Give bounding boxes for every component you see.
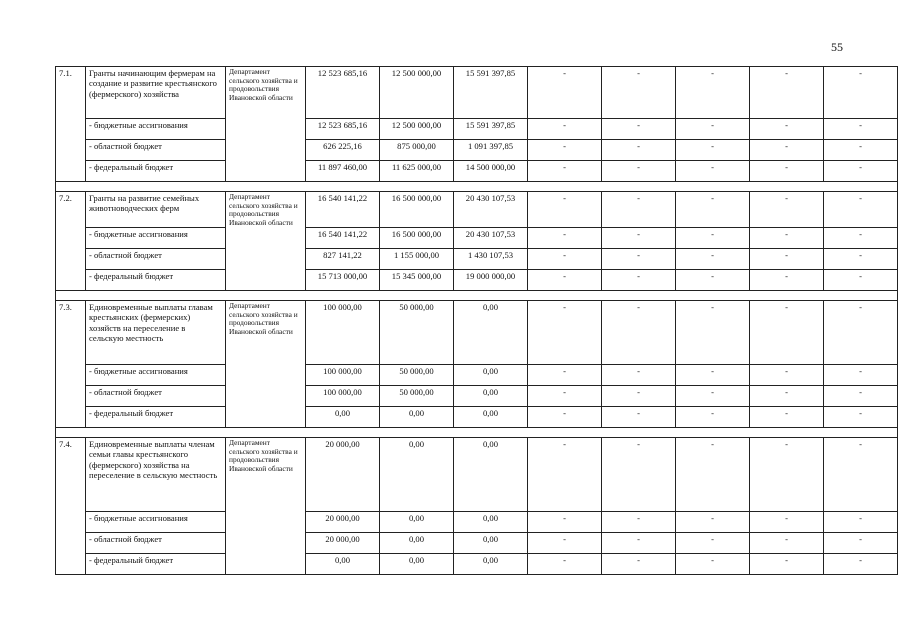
dash-cell: - bbox=[676, 67, 750, 119]
dash-cell: - bbox=[528, 228, 602, 249]
spacer-cell bbox=[86, 428, 226, 438]
item-title: Гранты начинающим фермерам на создание и развитие крестьянского (фермерского) хозяйства bbox=[86, 67, 226, 119]
amount-cell: 15 591 397,85 bbox=[454, 67, 528, 119]
dash-cell: - bbox=[528, 140, 602, 161]
item-number: 7.2. bbox=[56, 192, 86, 291]
spacer-cell bbox=[306, 291, 380, 301]
dash-cell: - bbox=[676, 140, 750, 161]
spacer-cell bbox=[454, 291, 528, 301]
dash-cell: - bbox=[676, 554, 750, 575]
table-row bbox=[56, 438, 898, 512]
dash-cell: - bbox=[602, 67, 676, 119]
amount-cell: 20 000,00 bbox=[306, 512, 380, 533]
amount-cell: 0,00 bbox=[454, 438, 528, 512]
amount-cell: 0,00 bbox=[380, 407, 454, 428]
row-spacer bbox=[56, 182, 898, 192]
table-subrow bbox=[56, 249, 898, 270]
amount-cell: 1 430 107,53 bbox=[454, 249, 528, 270]
funding-source-label: - бюджетные ассигнования bbox=[86, 228, 226, 249]
spacer-cell bbox=[454, 428, 528, 438]
amount-cell: 0,00 bbox=[454, 554, 528, 575]
budget-table bbox=[55, 66, 898, 575]
spacer-cell bbox=[226, 428, 306, 438]
amount-cell: 20 000,00 bbox=[306, 533, 380, 554]
dash-cell: - bbox=[602, 249, 676, 270]
amount-cell: 0,00 bbox=[380, 533, 454, 554]
funding-source-label: - федеральный бюджет bbox=[86, 161, 226, 182]
dash-cell: - bbox=[824, 119, 898, 140]
funding-source-label: - областной бюджет bbox=[86, 249, 226, 270]
amount-cell: 12 500 000,00 bbox=[380, 67, 454, 119]
spacer-cell bbox=[602, 291, 676, 301]
spacer-cell bbox=[602, 428, 676, 438]
spacer-cell bbox=[750, 428, 824, 438]
dash-cell: - bbox=[528, 554, 602, 575]
dash-cell: - bbox=[750, 228, 824, 249]
row-spacer bbox=[56, 428, 898, 438]
amount-cell: 0,00 bbox=[454, 386, 528, 407]
dash-cell: - bbox=[824, 270, 898, 291]
amount-cell: 0,00 bbox=[454, 512, 528, 533]
dash-cell: - bbox=[528, 365, 602, 386]
dash-cell: - bbox=[824, 554, 898, 575]
dash-cell: - bbox=[676, 161, 750, 182]
dash-cell: - bbox=[602, 140, 676, 161]
spacer-cell bbox=[454, 182, 528, 192]
dash-cell: - bbox=[750, 119, 824, 140]
item-department: Департамент сельского хозяйства и продовольствия Ивановской области bbox=[226, 301, 306, 428]
amount-cell: 0,00 bbox=[454, 365, 528, 386]
funding-source-label: - федеральный бюджет bbox=[86, 554, 226, 575]
table-subrow bbox=[56, 140, 898, 161]
dash-cell: - bbox=[824, 67, 898, 119]
dash-cell: - bbox=[750, 161, 824, 182]
dash-cell: - bbox=[824, 533, 898, 554]
dash-cell: - bbox=[824, 249, 898, 270]
item-number: 7.3. bbox=[56, 301, 86, 428]
amount-cell: 0,00 bbox=[454, 301, 528, 365]
amount-cell: 875 000,00 bbox=[380, 140, 454, 161]
table-subrow bbox=[56, 512, 898, 533]
spacer-cell bbox=[528, 182, 602, 192]
table-subrow bbox=[56, 270, 898, 291]
dash-cell: - bbox=[602, 407, 676, 428]
dash-cell: - bbox=[602, 438, 676, 512]
amount-cell: 50 000,00 bbox=[380, 386, 454, 407]
amount-cell: 20 430 107,53 bbox=[454, 192, 528, 228]
funding-source-label: - федеральный бюджет bbox=[86, 270, 226, 291]
funding-source-label: - областной бюджет bbox=[86, 533, 226, 554]
dash-cell: - bbox=[676, 438, 750, 512]
spacer-cell bbox=[380, 428, 454, 438]
item-department: Департамент сельского хозяйства и продовольствия Ивановской области bbox=[226, 67, 306, 182]
dash-cell: - bbox=[824, 301, 898, 365]
table-subrow bbox=[56, 365, 898, 386]
dash-cell: - bbox=[676, 301, 750, 365]
amount-cell: 0,00 bbox=[306, 554, 380, 575]
dash-cell: - bbox=[750, 554, 824, 575]
dash-cell: - bbox=[676, 512, 750, 533]
spacer-cell bbox=[56, 291, 86, 301]
spacer-cell bbox=[824, 291, 898, 301]
funding-source-label: - областной бюджет bbox=[86, 386, 226, 407]
amount-cell: 1 091 397,85 bbox=[454, 140, 528, 161]
table-row bbox=[56, 301, 898, 365]
amount-cell: 20 430 107,53 bbox=[454, 228, 528, 249]
amount-cell: 15 713 000,00 bbox=[306, 270, 380, 291]
amount-cell: 0,00 bbox=[380, 512, 454, 533]
table-row bbox=[56, 192, 898, 228]
spacer-cell bbox=[306, 182, 380, 192]
dash-cell: - bbox=[824, 140, 898, 161]
amount-cell: 100 000,00 bbox=[306, 386, 380, 407]
dash-cell: - bbox=[528, 161, 602, 182]
amount-cell: 12 523 685,16 bbox=[306, 119, 380, 140]
dash-cell: - bbox=[528, 119, 602, 140]
funding-source-label: - бюджетные ассигнования bbox=[86, 512, 226, 533]
dash-cell: - bbox=[676, 228, 750, 249]
dash-cell: - bbox=[750, 249, 824, 270]
amount-cell: 0,00 bbox=[454, 407, 528, 428]
spacer-cell bbox=[824, 182, 898, 192]
spacer-cell bbox=[750, 291, 824, 301]
table-subrow bbox=[56, 386, 898, 407]
dash-cell: - bbox=[528, 192, 602, 228]
amount-cell: 12 500 000,00 bbox=[380, 119, 454, 140]
item-title: Единовременные выплаты главам крестьянских (фермерских) хозяйств на переселение в сельскую местность bbox=[86, 301, 226, 365]
dash-cell: - bbox=[528, 67, 602, 119]
dash-cell: - bbox=[750, 512, 824, 533]
amount-cell: 100 000,00 bbox=[306, 365, 380, 386]
table-subrow bbox=[56, 119, 898, 140]
table-subrow bbox=[56, 161, 898, 182]
dash-cell: - bbox=[528, 301, 602, 365]
dash-cell: - bbox=[676, 365, 750, 386]
spacer-cell bbox=[380, 291, 454, 301]
spacer-cell bbox=[528, 428, 602, 438]
spacer-cell bbox=[676, 182, 750, 192]
dash-cell: - bbox=[602, 301, 676, 365]
amount-cell: 20 000,00 bbox=[306, 438, 380, 512]
item-department: Департамент сельского хозяйства и продовольствия Ивановской области bbox=[226, 192, 306, 291]
dash-cell: - bbox=[528, 533, 602, 554]
dash-cell: - bbox=[602, 119, 676, 140]
funding-source-label: - бюджетные ассигнования bbox=[86, 365, 226, 386]
amount-cell: 50 000,00 bbox=[380, 301, 454, 365]
dash-cell: - bbox=[602, 192, 676, 228]
amount-cell: 100 000,00 bbox=[306, 301, 380, 365]
amount-cell: 0,00 bbox=[380, 438, 454, 512]
spacer-cell bbox=[86, 291, 226, 301]
item-title: Гранты на развитие семейных животноводческих ферм bbox=[86, 192, 226, 228]
amount-cell: 15 345 000,00 bbox=[380, 270, 454, 291]
amount-cell: 827 141,22 bbox=[306, 249, 380, 270]
dash-cell: - bbox=[824, 161, 898, 182]
dash-cell: - bbox=[824, 438, 898, 512]
dash-cell: - bbox=[528, 386, 602, 407]
spacer-cell bbox=[528, 291, 602, 301]
dash-cell: - bbox=[824, 386, 898, 407]
dash-cell: - bbox=[602, 365, 676, 386]
dash-cell: - bbox=[528, 249, 602, 270]
amount-cell: 14 500 000,00 bbox=[454, 161, 528, 182]
dash-cell: - bbox=[750, 533, 824, 554]
spacer-cell bbox=[86, 182, 226, 192]
amount-cell: 16 500 000,00 bbox=[380, 228, 454, 249]
table-subrow bbox=[56, 228, 898, 249]
dash-cell: - bbox=[528, 407, 602, 428]
dash-cell: - bbox=[602, 270, 676, 291]
funding-source-label: - федеральный бюджет bbox=[86, 407, 226, 428]
amount-cell: 0,00 bbox=[454, 533, 528, 554]
amount-cell: 12 523 685,16 bbox=[306, 67, 380, 119]
amount-cell: 11 897 460,00 bbox=[306, 161, 380, 182]
table-subrow bbox=[56, 407, 898, 428]
item-department: Департамент сельского хозяйства и продовольствия Ивановской области bbox=[226, 438, 306, 575]
dash-cell: - bbox=[750, 386, 824, 407]
dash-cell: - bbox=[750, 407, 824, 428]
spacer-cell bbox=[306, 428, 380, 438]
amount-cell: 19 000 000,00 bbox=[454, 270, 528, 291]
table-row bbox=[56, 67, 898, 119]
dash-cell: - bbox=[824, 365, 898, 386]
amount-cell: 626 225,16 bbox=[306, 140, 380, 161]
dash-cell: - bbox=[602, 554, 676, 575]
spacer-cell bbox=[676, 428, 750, 438]
spacer-cell bbox=[750, 182, 824, 192]
dash-cell: - bbox=[528, 270, 602, 291]
spacer-cell bbox=[226, 182, 306, 192]
dash-cell: - bbox=[602, 533, 676, 554]
dash-cell: - bbox=[750, 140, 824, 161]
dash-cell: - bbox=[676, 192, 750, 228]
dash-cell: - bbox=[528, 438, 602, 512]
amount-cell: 16 540 141,22 bbox=[306, 192, 380, 228]
spacer-cell bbox=[56, 428, 86, 438]
dash-cell: - bbox=[824, 228, 898, 249]
spacer-cell bbox=[676, 291, 750, 301]
dash-cell: - bbox=[602, 161, 676, 182]
table-subrow bbox=[56, 554, 898, 575]
item-number: 7.1. bbox=[56, 67, 86, 182]
dash-cell: - bbox=[750, 301, 824, 365]
dash-cell: - bbox=[602, 512, 676, 533]
spacer-cell bbox=[56, 182, 86, 192]
dash-cell: - bbox=[824, 192, 898, 228]
dash-cell: - bbox=[750, 438, 824, 512]
funding-source-label: - бюджетные ассигнования bbox=[86, 119, 226, 140]
spacer-cell bbox=[226, 291, 306, 301]
spacer-cell bbox=[380, 182, 454, 192]
spacer-cell bbox=[602, 182, 676, 192]
dash-cell: - bbox=[824, 407, 898, 428]
dash-cell: - bbox=[602, 228, 676, 249]
dash-cell: - bbox=[750, 192, 824, 228]
dash-cell: - bbox=[676, 270, 750, 291]
amount-cell: 50 000,00 bbox=[380, 365, 454, 386]
dash-cell: - bbox=[676, 407, 750, 428]
row-spacer bbox=[56, 291, 898, 301]
dash-cell: - bbox=[676, 249, 750, 270]
dash-cell: - bbox=[676, 119, 750, 140]
page-number: 55 bbox=[831, 40, 843, 54]
amount-cell: 16 500 000,00 bbox=[380, 192, 454, 228]
dash-cell: - bbox=[824, 512, 898, 533]
amount-cell: 0,00 bbox=[380, 554, 454, 575]
dash-cell: - bbox=[676, 386, 750, 407]
spacer-cell bbox=[824, 428, 898, 438]
item-title: Единовременные выплаты членам семьи главы крестьянского (фермерского) хозяйства на переселение в сельскую местность bbox=[86, 438, 226, 512]
dash-cell: - bbox=[750, 270, 824, 291]
dash-cell: - bbox=[602, 386, 676, 407]
dash-cell: - bbox=[750, 365, 824, 386]
amount-cell: 11 625 000,00 bbox=[380, 161, 454, 182]
amount-cell: 16 540 141,22 bbox=[306, 228, 380, 249]
amount-cell: 1 155 000,00 bbox=[380, 249, 454, 270]
dash-cell: - bbox=[676, 533, 750, 554]
funding-source-label: - областной бюджет bbox=[86, 140, 226, 161]
dash-cell: - bbox=[528, 512, 602, 533]
amount-cell: 15 591 397,85 bbox=[454, 119, 528, 140]
amount-cell: 0,00 bbox=[306, 407, 380, 428]
item-number: 7.4. bbox=[56, 438, 86, 575]
dash-cell: - bbox=[750, 67, 824, 119]
table-subrow bbox=[56, 533, 898, 554]
